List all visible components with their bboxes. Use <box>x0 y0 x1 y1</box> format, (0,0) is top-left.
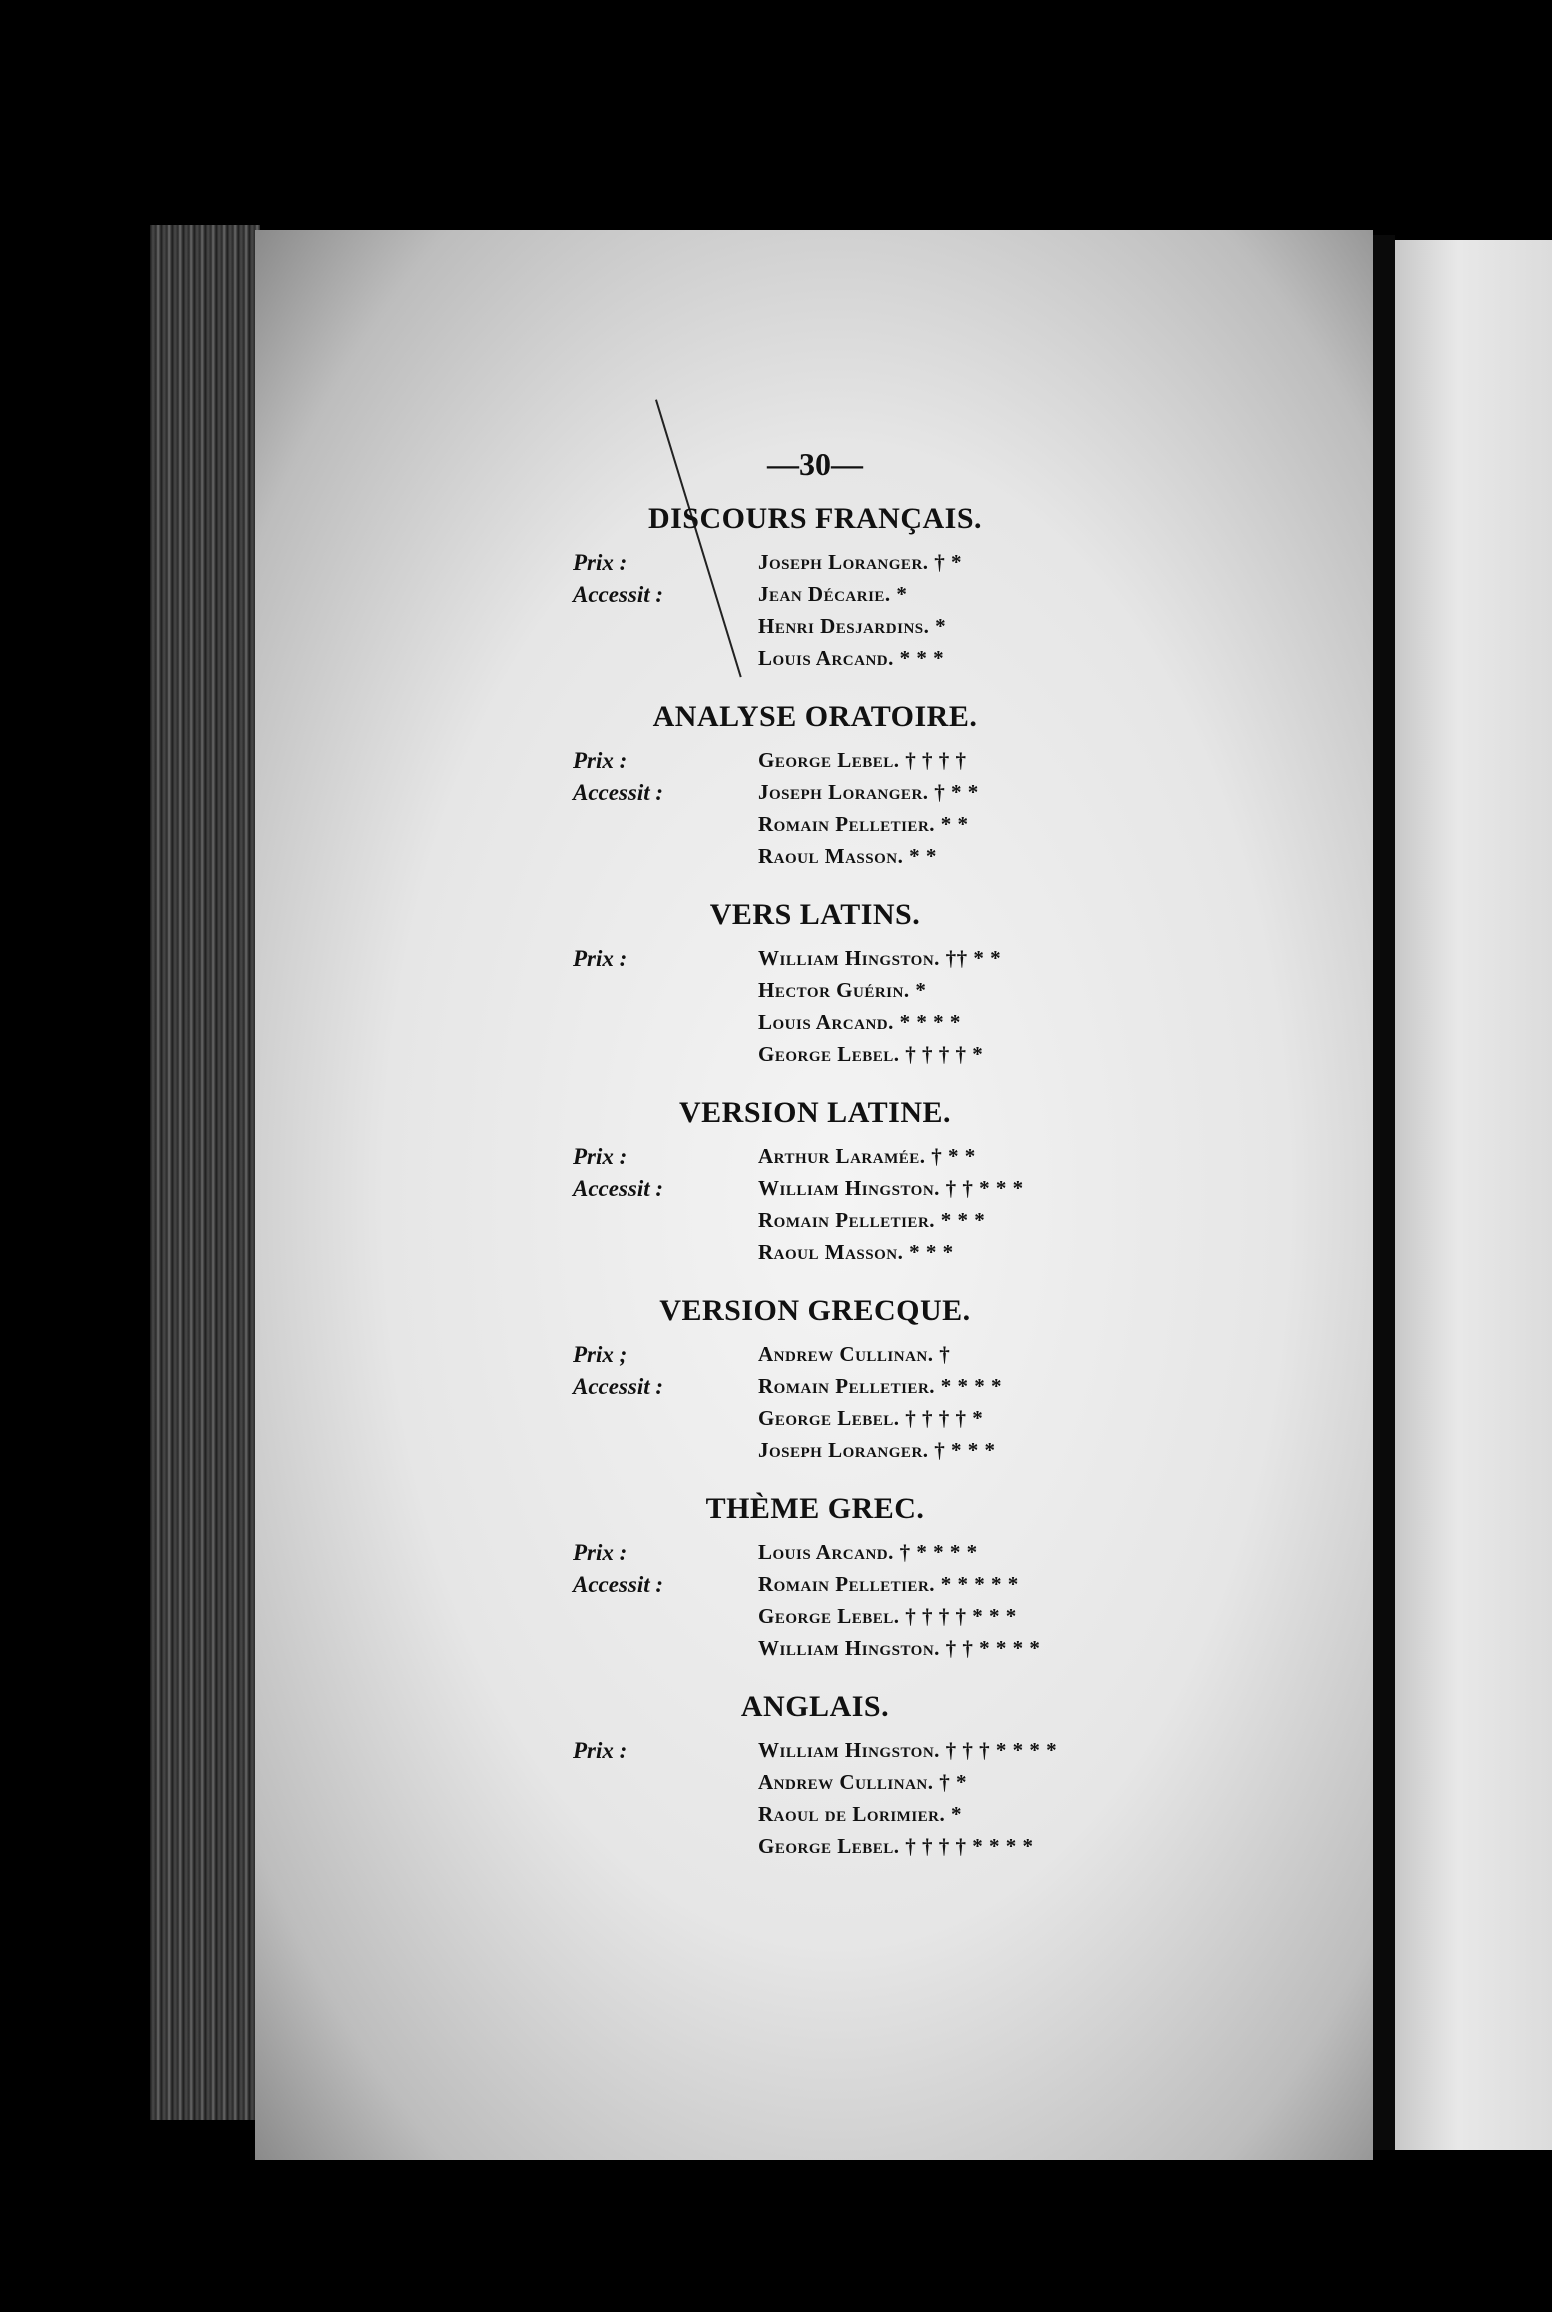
entry-name: Andrew Cullinan. † * <box>758 1770 968 1794</box>
entry-name: William Hingston. † † † * * * * <box>758 1738 1058 1762</box>
entry <box>255 1834 1373 1866</box>
entry-name: Joseph Loranger. † * * <box>758 780 979 804</box>
entry-label: Prix : <box>573 550 628 575</box>
entry <box>255 844 1373 876</box>
entry-name: Louis Arcand. † * * * * <box>758 1540 978 1564</box>
entry-name: Romain Pelletier. * * * * <box>758 1374 1003 1398</box>
entry <box>255 1738 1373 1770</box>
entry-name: Andrew Cullinan. † <box>758 1342 951 1366</box>
entry-name: William Hingston. † † * * * <box>758 1176 1024 1200</box>
entry-name: William Hingston. †† * * <box>758 946 1002 970</box>
entry <box>255 614 1373 646</box>
entry-name: Louis Arcand. * * * * <box>758 1010 961 1034</box>
adjacent-page <box>1395 240 1552 2150</box>
entry <box>255 1208 1373 1240</box>
entry <box>255 1342 1373 1374</box>
entry-name: George Lebel. † † † † * * * <box>758 1604 1017 1628</box>
entry-name: Joseph Loranger. † * <box>758 550 963 574</box>
entry <box>255 978 1373 1010</box>
book-gutter <box>1373 235 1395 2150</box>
entry-label: Prix : <box>573 946 628 971</box>
entry <box>255 582 1373 614</box>
section-title: ANGLAIS. <box>740 1690 890 1723</box>
entry <box>255 550 1373 582</box>
entry <box>255 646 1373 678</box>
entry <box>255 1240 1373 1272</box>
entry-name: Raoul Masson. * * * <box>758 1240 954 1264</box>
entry <box>255 1636 1373 1668</box>
entry-name: William Hingston. † † * * * * <box>758 1636 1041 1660</box>
entry-name: George Lebel. † † † † <box>758 748 967 772</box>
entry-name: Romain Pelletier. * * * * * <box>758 1572 1019 1596</box>
entry-label: Accessit : <box>573 1176 664 1201</box>
entry <box>255 1144 1373 1176</box>
entry <box>255 1572 1373 1604</box>
page-number: —30— <box>767 446 863 482</box>
entry-label: Prix : <box>573 1738 628 1763</box>
entry <box>255 1802 1373 1834</box>
entry-label: Accessit : <box>573 582 664 607</box>
entry-label: Accessit : <box>573 780 664 805</box>
entry <box>255 1176 1373 1208</box>
entry-name: Raoul de Lorimier. * <box>758 1802 963 1826</box>
entry <box>255 946 1373 978</box>
entry <box>255 812 1373 844</box>
entry-name: Arthur Laramée. † * * <box>758 1144 976 1168</box>
entry <box>255 1042 1373 1074</box>
entry-name: Raoul Masson. * * <box>758 844 937 868</box>
entry-label: Prix : <box>573 1540 628 1565</box>
entry-label: Accessit : <box>573 1572 664 1597</box>
section-title: VERSION LATINE. <box>678 1096 951 1129</box>
entry <box>255 1770 1373 1802</box>
entry <box>255 780 1373 812</box>
entry <box>255 1540 1373 1572</box>
entry-name: Joseph Loranger. † * * * <box>758 1438 996 1462</box>
entry-name: Romain Pelletier. * * * <box>758 1208 986 1232</box>
entry-name: Louis Arcand. * * * <box>758 646 945 670</box>
entry-name: Henri Desjardins. * <box>758 614 947 638</box>
page-content <box>255 230 1373 2160</box>
entry <box>255 1010 1373 1042</box>
section-title: ANALYSE ORATOIRE. <box>652 700 978 733</box>
entry-name: George Lebel. † † † † * <box>758 1042 984 1066</box>
entry-label: Prix : <box>573 748 628 773</box>
section-title: VERS LATINS. <box>709 898 921 931</box>
entry-label: Prix ; <box>573 1342 628 1367</box>
section-title: DISCOURS FRANÇAIS. <box>647 502 983 535</box>
entry-name: George Lebel. † † † † * * * * <box>758 1834 1034 1858</box>
section-title: VERSION GRECQUE. <box>659 1294 971 1327</box>
entry <box>255 1604 1373 1636</box>
entry-name: George Lebel. † † † † * <box>758 1406 984 1430</box>
entry-name: Romain Pelletier. * * <box>758 812 969 836</box>
entry <box>255 748 1373 780</box>
entry <box>255 1406 1373 1438</box>
section-title: THÈME GREC. <box>705 1492 925 1525</box>
entry-name: Hector Guérin. * <box>758 978 927 1002</box>
entry-label: Prix : <box>573 1144 628 1169</box>
entry-name: Jean Décarie. * <box>758 582 908 606</box>
entry-label: Accessit : <box>573 1374 664 1399</box>
book-page-edges <box>150 225 260 2120</box>
entry <box>255 1438 1373 1470</box>
entry <box>255 1374 1373 1406</box>
